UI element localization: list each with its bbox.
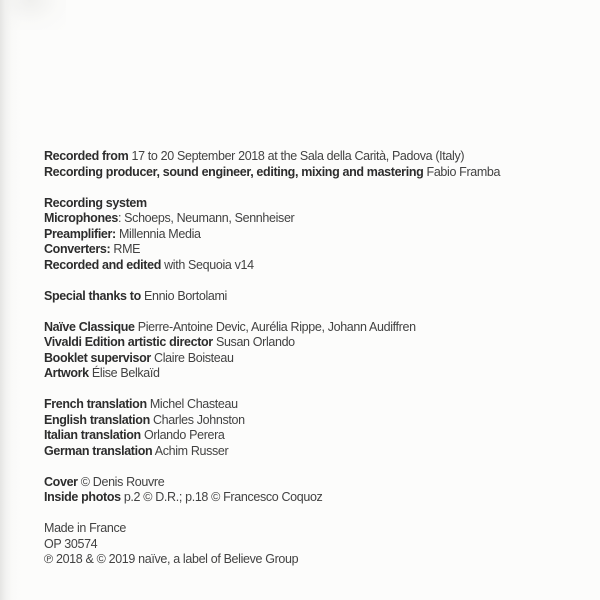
credit-paragraph [44,397,580,459]
credit-line [44,149,580,165]
credit-label: Recording producer, sound engineer, editing, mixing and mastering [44,164,424,179]
credit-label: Recorded and edited [44,257,161,272]
credit-line [44,490,580,506]
credit-label: Inside photos [44,490,121,504]
credit-paragraph [44,521,580,568]
credit-value: : Schoeps, Neumann, Sennheiser [117,211,295,225]
credit-line [44,242,580,258]
credit-label: English translation [44,412,150,427]
credit-label: Naïve Classique [44,319,135,334]
credit-line [44,428,580,444]
credit-line [44,320,580,336]
credit-value: Élise Belkaïd [88,366,160,380]
credit-line [44,475,580,491]
credit-value: Pierre-Antoine Devic, Aurélia Rippe, Johann Audiffren [134,319,416,334]
credits-block [44,149,580,583]
credit-line [44,227,580,243]
credit-line [44,289,580,305]
credit-label: Cover [44,474,78,489]
credit-paragraph [44,149,580,180]
credit-label: Microphones [44,211,118,225]
credit-value: OP 30574 [44,536,98,551]
credit-value: Ennio Bortolami [140,288,227,303]
credit-value: Achim Russer [152,443,229,458]
credit-paragraph [44,289,580,305]
credit-line [44,335,580,351]
credit-label: Special thanks to [44,288,141,303]
credit-label: Booklet supervisor [44,350,151,365]
credit-line [44,444,580,460]
credit-label: Vivaldi Edition artistic director [44,335,213,349]
credit-line [44,196,580,212]
credit-value: Millennia Media [115,226,201,241]
page-corner-sheen [6,0,66,30]
credit-label: French translation [44,397,147,411]
credit-line [44,351,580,367]
credit-line [44,211,580,227]
credit-value: Michel Chasteau [146,397,238,411]
credit-line [44,258,580,274]
credit-line [44,521,580,537]
credit-value: Charles Johnston [149,412,245,427]
credit-line [44,165,580,181]
credit-value: 17 to 20 September 2018 at the Sala della Carità, Padova (Italy) [128,149,465,163]
credit-value: © Denis Rouvre [77,474,165,489]
credit-label: Italian translation [44,428,141,442]
credit-line [44,552,580,568]
credit-value: Orlando Perera [140,428,225,442]
credit-label: Converters: [44,242,111,256]
credit-line [44,413,580,429]
credit-value: Susan Orlando [212,335,295,349]
credit-value: p.2 © D.R.; p.18 © Francesco Coquoz [120,490,323,504]
credit-value: Made in France [44,521,126,535]
page-gutter-shadow [0,0,22,600]
credit-label: Preamplifier: [44,226,116,241]
credit-line [44,397,580,413]
credit-value: Claire Boisteau [150,350,234,365]
credit-paragraph [44,196,580,274]
credit-value: RME [110,242,141,256]
credit-value: ℗ 2018 & © 2019 naïve, a label of Believe Group [44,552,299,566]
credit-line [44,537,580,553]
credit-label: Recorded from [44,149,129,163]
credit-label: Artwork [44,366,89,380]
credit-label: Recording system [44,195,147,210]
credit-label: German translation [44,443,153,458]
credit-paragraph [44,320,580,382]
credit-value: Fabio Framba [423,164,501,179]
credit-value: with Sequoia v14 [160,257,254,272]
credit-line [44,366,580,382]
credit-paragraph [44,475,580,506]
